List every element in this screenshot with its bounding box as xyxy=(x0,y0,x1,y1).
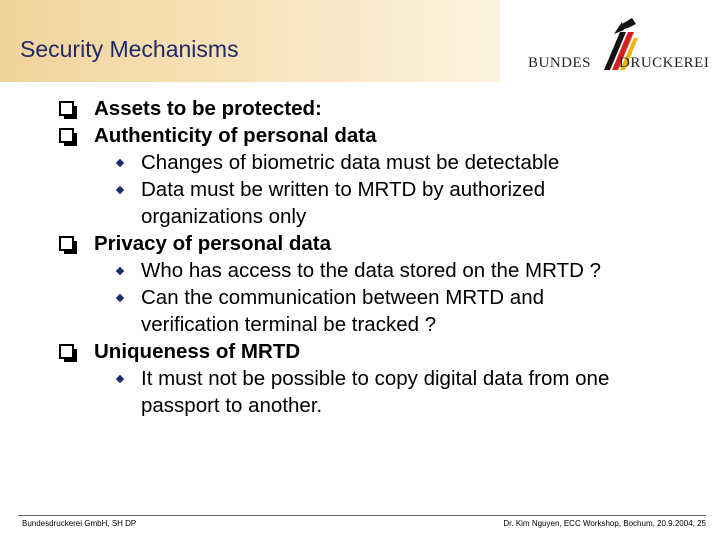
diamond-bullet-icon xyxy=(116,159,124,167)
sub-list-item xyxy=(0,149,720,176)
list-item-continuation xyxy=(0,203,720,230)
sub-list-item xyxy=(0,284,720,311)
list-item xyxy=(0,230,720,257)
diamond-bullet-icon xyxy=(116,186,124,194)
sub-list-item xyxy=(0,257,720,284)
list-item-text: Assets to be protected: xyxy=(94,97,322,120)
list-item-continuation xyxy=(0,392,720,419)
list-item-text: Privacy of personal data xyxy=(94,232,331,255)
list-item-text: verification terminal be tracked ? xyxy=(141,313,437,336)
list-item-text: Authenticity of personal data xyxy=(94,124,377,147)
list-item-text: organizations only xyxy=(141,205,307,228)
list-item-text: It must not be possible to copy digital data from one xyxy=(141,367,610,390)
footer-author-page: Dr. Kim Nguyen, ECC Workshop, Bochum, 20.9.2004, 25 xyxy=(503,519,706,528)
diamond-bullet-icon xyxy=(116,375,124,383)
checkbox-bullet-icon xyxy=(59,101,74,116)
checkbox-bullet-icon xyxy=(59,128,74,143)
bullet-list xyxy=(0,95,720,419)
sub-list-item xyxy=(0,176,720,203)
list-item xyxy=(0,338,720,365)
diamond-bullet-icon xyxy=(116,294,124,302)
list-item-text: passport to another. xyxy=(141,394,323,417)
logo-text-right: DRUCKEREI xyxy=(619,55,710,71)
footer-organization: Bundesdruckerei GmbH, SH DP xyxy=(22,519,137,528)
logo-text-left: BUNDES xyxy=(528,55,592,71)
list-item-text: Can the communication between MRTD and xyxy=(141,286,544,309)
list-item xyxy=(0,95,720,122)
slide-title: Security Mechanisms xyxy=(20,36,239,62)
list-item-text: Changes of biometric data must be detectable xyxy=(141,151,560,174)
list-item xyxy=(0,122,720,149)
checkbox-bullet-icon xyxy=(59,344,74,359)
footer-divider xyxy=(18,515,706,516)
list-item-continuation xyxy=(0,311,720,338)
company-logo xyxy=(528,18,708,78)
diamond-bullet-icon xyxy=(116,267,124,275)
list-item-text: Who has access to the data stored on the MRTD ? xyxy=(141,259,601,282)
list-item-text: Data must be written to MRTD by authorized xyxy=(141,178,546,201)
list-item-text: Uniqueness of MRTD xyxy=(94,340,301,363)
checkbox-bullet-icon xyxy=(59,236,74,251)
sub-list-item xyxy=(0,365,720,392)
